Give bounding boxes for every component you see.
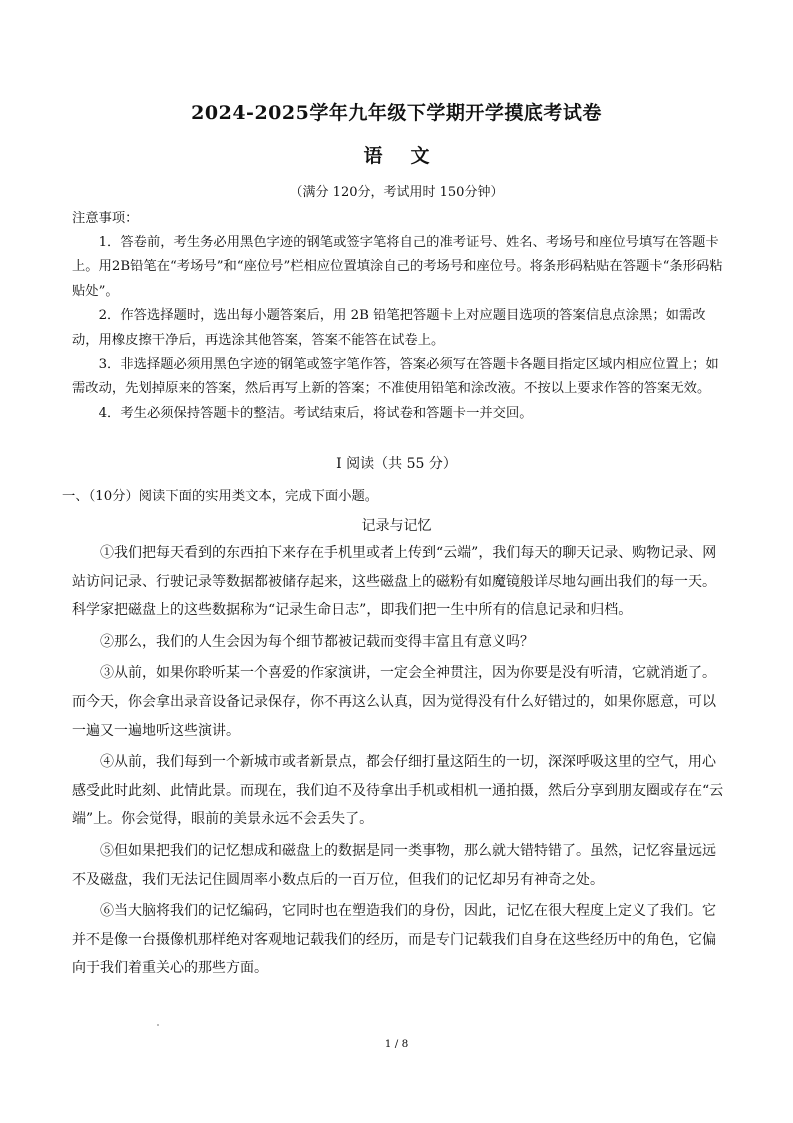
subject-heading bbox=[0, 141, 793, 168]
notice-item: 2．作答选择题时，选出每小题答案后，用 2B 铅笔把答题卡上对应题目选项的答案信息点涂黑；如需改动，用橡皮擦干净后，再选涂其他答案，答案不能答在试卷上。 bbox=[72, 308, 706, 348]
notice-item: 4．考生必须保持答题卡的整洁。考试结束后，将试卷和答题卡一并交回。 bbox=[98, 405, 533, 421]
exam-title: 2024-2025学年九年级下学期开学摸底考试卷 bbox=[191, 102, 602, 124]
article-paragraph: ⑤但如果把我们的记忆想成和磁盘上的数据是同一类事物，那么就大错特错了。虽然，记忆容量远远不及磁盘，我们无法记住圆周率小数点后的一百万位，但我们的记忆却另有神奇之处。 bbox=[72, 842, 716, 888]
question-intro: 一、（10分）阅读下面的实用类文本，完成下面小题。 bbox=[62, 489, 379, 504]
article-body bbox=[72, 539, 724, 986]
notice-heading: 注意事项： bbox=[72, 211, 139, 226]
notice-item: 3．非选择题必须用黑色字迹的钢笔或签字笔作答，答案必须写在答题卡各题目指定区域内相应位置上；如需改动，先划掉原来的答案，然后再写上新的答案；不准使用铅笔和涂改液。不按以上要求作答的答案无效。 bbox=[72, 357, 719, 397]
article-paragraph: ④从前，我们每到一个新城市或者新景点，都会仔细打量这陌生的一切，深深呼吸这里的空气，用心感受此时此刻、此情此景。而现在，我们迫不及待拿出手机或相机一通拍摄，然后分享到朋友圈或存在“云端”上。你会觉得，眼前的美景永远不会丢失了。 bbox=[72, 754, 724, 828]
notice-list bbox=[72, 231, 724, 426]
article-paragraph: ①我们把每天看到的东西拍下来存在手机里或者上传到“云端”，我们每天的聊天记录、购物记录、网站访问记录、行驶记录等数据都被储存起来，这些磁盘上的磁粉有如魔镜般详尽地勾画出我们的每一天。科学家把磁盘上的这些数据称为“记录生命日志”，即我们把一生中所有的信息记录和归档。 bbox=[72, 545, 717, 619]
subject-char-2: 文 bbox=[410, 145, 430, 167]
article-title: 记录与记忆 bbox=[361, 518, 432, 534]
article-paragraph: ⑥当大脑将我们的记忆编码，它同时也在塑造我们的身份，因此，记忆在很大程度上定义了我们。它并不是像一台摄像机那样绝对客观地记载我们的经历，而是专门记载我们自身在这些经历中的角色，它偏向于我们着重关心的那些方面。 bbox=[72, 903, 716, 977]
scan-speck bbox=[157, 1024, 159, 1026]
article-paragraph: ②那么，我们的人生会因为每个细节都被记载而变得丰富且有意义吗？ bbox=[100, 633, 534, 650]
notice-item: 1．答卷前，考生务必用黑色字迹的钢笔或签字笔将自己的准考证号、姓名、考场号和座位号填写在答题卡上。用2B铅笔在“考场号”和“座位号”栏相应位置填涂自己的考场号和座位号。将条形码粘贴在答题卡“条形码粘贴处”。 bbox=[72, 235, 723, 299]
exam-meta: （满分 120分，考试用时 150分钟） bbox=[289, 185, 504, 200]
page-number: 1 / 8 bbox=[384, 1038, 409, 1050]
section-heading: I 阅读（共 55 分） bbox=[336, 456, 457, 472]
article-paragraph: ③从前，如果你聆听某一个喜爱的作家演讲，一定会全神贯注，因为你要是没有听清，它就消逝了。而今天，你会拿出录音设备记录保存，你不再这么认真，因为觉得没有什么好错过的，如果你愿意，可以一遍又一遍地听这些演讲。 bbox=[72, 665, 716, 739]
subject-char-1: 语 bbox=[363, 145, 383, 167]
